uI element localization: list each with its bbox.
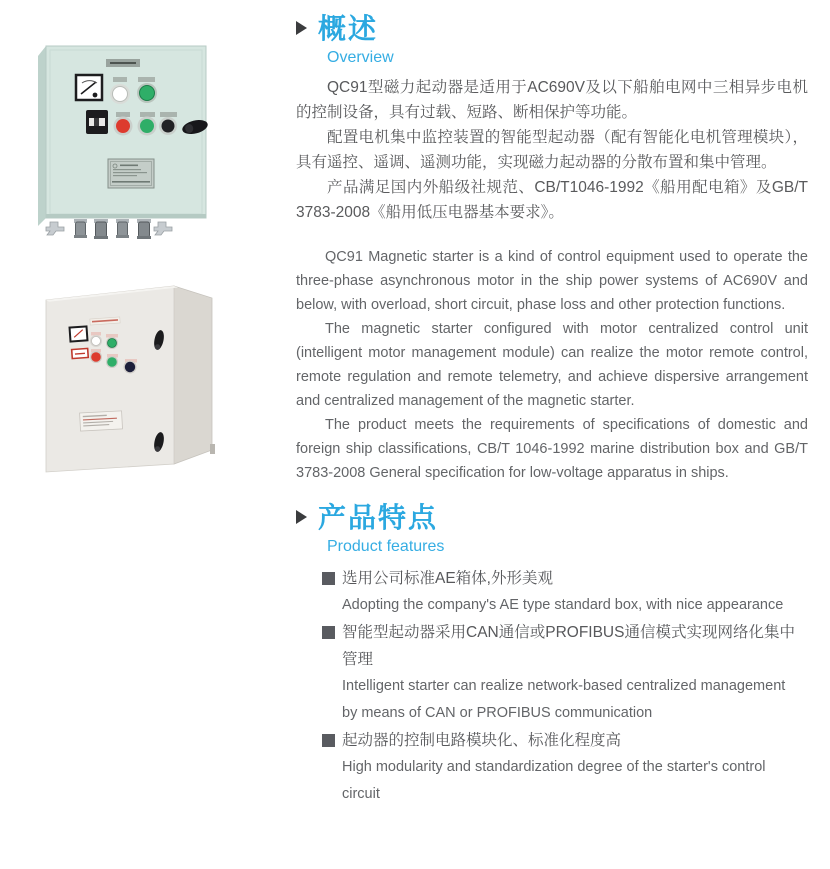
feature-row-zh <box>322 727 808 754</box>
section-marker-triangle-icon <box>296 21 307 35</box>
cabinet1-btn2-label <box>140 112 155 117</box>
cabinet1-ammeter <box>76 75 102 100</box>
feature-row-zh <box>322 565 808 592</box>
cabinet2-red-button <box>90 351 102 363</box>
overview-paragraphs-zh <box>296 75 808 225</box>
content-column <box>296 12 808 808</box>
cabinet1-red-button <box>114 117 133 136</box>
cabinet2-green-lamp <box>106 337 118 349</box>
overview-paragraph-en: The magnetic starter configured with motor centralized control unit (intelligent motor management module) can realize the motor remote control, remote regulation and remote telemetry, and achieve dispersive arrangement and centralized management of the magnetic starter. <box>296 321 808 409</box>
cabinet2-red-label <box>72 348 89 358</box>
features-section-header <box>296 501 808 535</box>
cabinet1-green-button <box>138 117 157 136</box>
product-photos-column <box>0 0 280 520</box>
cabinet2-lamp2-label <box>106 334 118 338</box>
overview-paragraph-zh: 配置电机集中监控装置的智能型起动器（配有智能化电机管理模块），具有遥控、遥调、遥测功能，实现磁力起动器的分散布置和集中管理。 <box>296 129 808 171</box>
overview-paragraph-en: QC91 Magnetic starter is a kind of control equipment used to operate the three-phase asynchronous motor in the ship power systems of AC690V and below, with overload, short circuit, phase loss and other protection functions. <box>296 249 808 313</box>
cabinet1-lamp1-label <box>113 77 127 82</box>
overview-section-header <box>296 12 808 46</box>
feature-text-en: Adopting the company's AE type standard box, with nice appearance <box>342 597 784 613</box>
cabinet1-btn3-label <box>160 112 177 117</box>
cabinet1-black-button <box>159 117 177 135</box>
product-photo-cabinet-perspective <box>38 276 223 484</box>
cabinet1-top-label <box>106 59 140 67</box>
feature-list <box>296 565 808 808</box>
cabinet1-side-edge <box>38 46 46 226</box>
cabinet1-breaker-switch <box>86 110 108 134</box>
cabinet2-green-button <box>106 356 118 368</box>
cabinet2-hinge-stub <box>210 444 215 454</box>
cabinet1-cable-glands <box>74 219 151 239</box>
overview-title-en: Overview <box>327 49 394 66</box>
cabinet2-nameplate <box>80 411 123 431</box>
overview-paragraphs-en <box>296 245 808 485</box>
cabinet2-navy-button <box>124 361 137 374</box>
feature-item <box>296 565 808 619</box>
feature-item <box>296 727 808 808</box>
feature-bullet-square-icon <box>322 572 335 585</box>
features-title-en: Product features <box>327 538 445 555</box>
cabinet1-btn1-label <box>116 112 130 117</box>
cabinet1-green-lamp <box>137 83 157 103</box>
feature-text-zh: 智能型起动器采用CAN通信或PROFIBUS通信模式实现网络化集中管理 <box>342 624 795 668</box>
overview-paragraph-en: The product meets the requirements of specifications of domestic and foreign ship classifications, CB/T 1046-1992 marine distribution box and GB/T 3783-2008 General specification for low-voltage apparatus in ships. <box>296 417 808 481</box>
feature-text-zh: 选用公司标准AE箱体,外形美观 <box>342 570 553 587</box>
cabinet1-nameplate <box>108 159 154 188</box>
overview-paragraph-zh: 产品满足国内外船级社规范、CB/T1046-1992《船用配电箱》及GB/T 3783-2008《船用低压电器基本要求》。 <box>296 179 808 221</box>
overview-title-zh: 概述 <box>318 13 379 44</box>
cabinet1-white-lamp <box>110 84 130 104</box>
cabinet1-lamp2-label <box>138 77 155 82</box>
cabinet2-lamp1-label <box>91 332 101 336</box>
overview-paragraph-zh: QC91型磁力起动器是适用于AC690V及以下船舶电网中三相异步电机的控制设备，具有过载、短路、断相保护等功能。 <box>296 79 808 121</box>
feature-row-zh <box>322 619 808 673</box>
feature-text-en: Intelligent starter can realize network-based centralized management by means of CAN or PROFIBUS communication <box>342 678 786 721</box>
feature-text-zh: 起动器的控制电路模块化、标准化程度高 <box>342 732 622 749</box>
product-photo-cabinet-front <box>38 42 220 252</box>
cabinet1-bottom-edge <box>46 214 206 218</box>
cabinet2-ammeter <box>70 326 88 341</box>
section-marker-triangle-icon <box>296 510 307 524</box>
cabinet2-white-lamp <box>90 335 102 347</box>
feature-bullet-square-icon <box>322 626 335 639</box>
feature-bullet-square-icon <box>322 734 335 747</box>
feature-text-en: High modularity and standardization degree of the starter's control circuit <box>342 759 766 802</box>
features-title-zh: 产品特点 <box>318 502 439 533</box>
cabinet1-mounting-brackets <box>46 222 172 235</box>
cabinet2-side-face <box>174 286 212 464</box>
feature-item <box>296 619 808 727</box>
